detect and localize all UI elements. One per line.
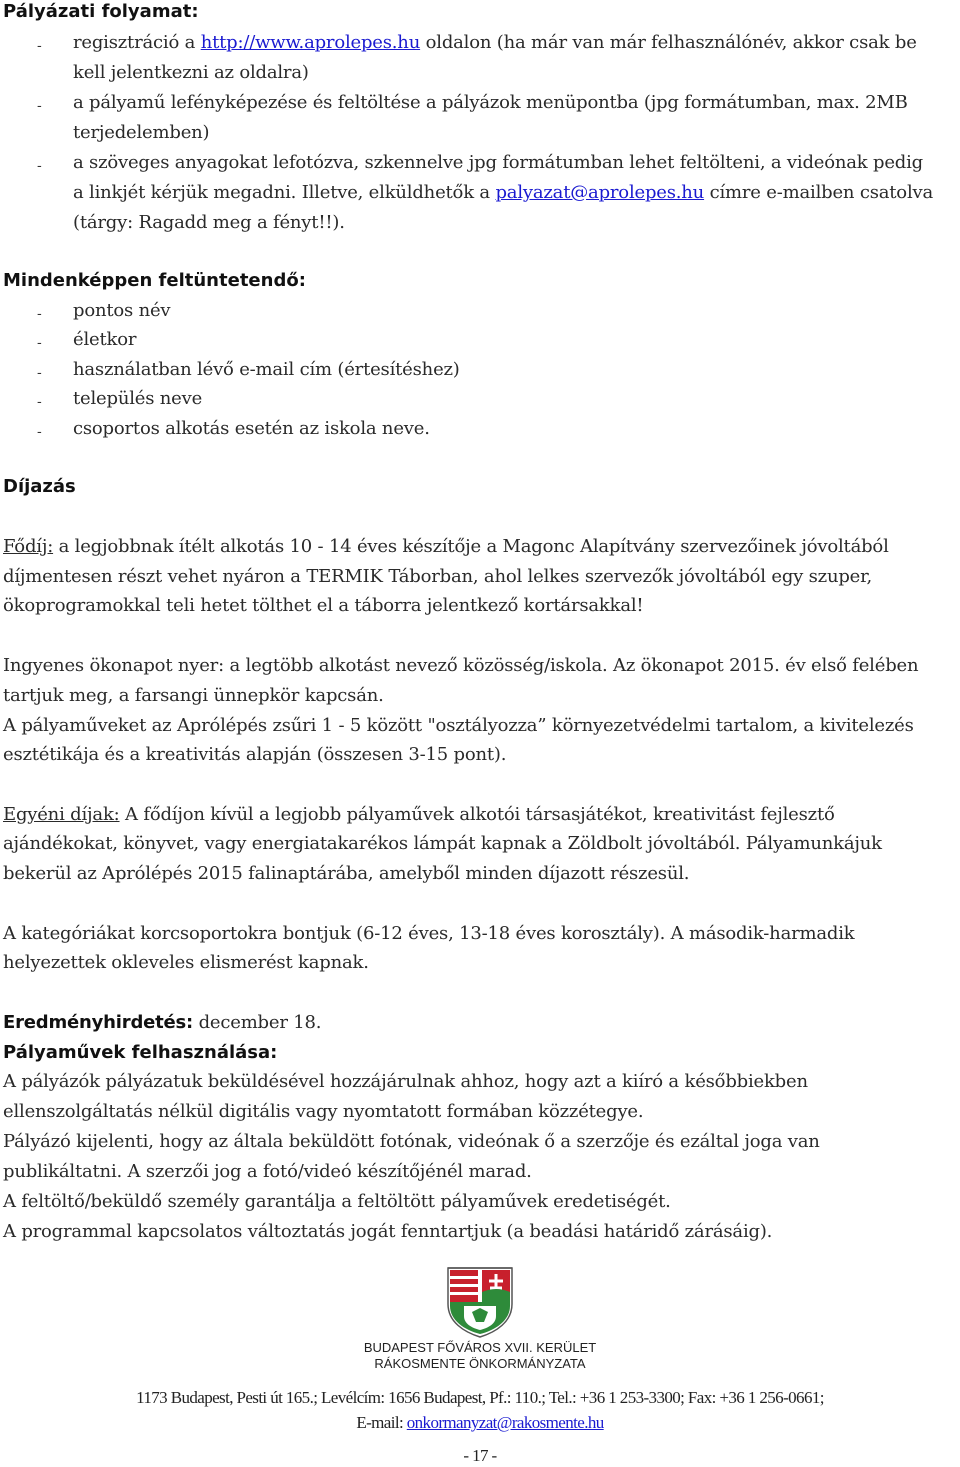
usage-line: publikáltatni. A szerzői jog a fotó/videó készítőjénél marad. — [3, 1161, 532, 1182]
list-dash: - — [37, 38, 42, 54]
results-line — [3, 1008, 321, 1038]
page-number: - 17 - — [463, 1446, 497, 1465]
usage-heading: Pályaművek felhasználása: — [3, 1042, 278, 1063]
usage-line: Pályázó kijelenti, hogy az általa beküldött fotónak, videónak ő a szerzője és ezáltal joga van — [3, 1131, 820, 1152]
usage-line: A feltöltő/beküldő személy garantálja a feltöltött pályaművek eredetiségét. — [3, 1191, 671, 1212]
prizes-heading: Díjazás — [3, 476, 76, 497]
results-date: december 18. — [193, 1012, 322, 1033]
process-step-1: regisztráció a http://www.aprolepes.hu oldalon (ha már van már felhasználónév, akkor csak be — [73, 32, 917, 53]
required-item: csoportos alkotás esetén az iskola neve. — [73, 418, 430, 439]
jury-line2: esztétikája és a kreativitás alapján (összesen 3-15 pont). — [3, 744, 507, 765]
list-dash: - — [37, 158, 42, 174]
list-dash: - — [37, 335, 42, 351]
coat-of-arms-icon — [444, 1262, 516, 1338]
jury-line1: A pályaműveket az Aprólépés zsűri 1 - 5 között "osztályozza” környezetvédelmi tartalom, a kivitelezés — [3, 715, 914, 736]
process-step-3-line3: (tárgy: Ragadd meg a fényt!!). — [73, 212, 345, 233]
process-step-3: a szöveges anyagokat lefotózva, szkennelve jpg formátumban lehet feltölteni, a videónak pedig — [73, 152, 923, 173]
required-heading: Mindenképpen feltüntetendő: — [3, 270, 306, 291]
results-label: Eredményhirdetés: — [3, 1012, 194, 1033]
process-step-3-line2: a linkjét kérjük megadni. Illetve, elküldhetők a palyazat@aprolepes.hu címre e-mailben csatolva — [73, 182, 933, 203]
categories-line2: helyezettek okleveles elismerést kapnak. — [3, 952, 369, 973]
usage-line: A pályázók pályázatuk beküldésével hozzájárulnak ahhoz, hogy azt a kiíró a későbbiekben — [3, 1071, 808, 1092]
main-prize-line3: ökoprogramokkal teli hetet tölthet el a táborra jelentkező kortársakkal! — [3, 595, 644, 616]
required-item: település neve — [73, 388, 203, 409]
footer-email-link[interactable]: onkormanyzat@rakosmente.hu — [406, 1413, 604, 1432]
individual-prize-line2: ajándékokat, könyvet, vagy energiatakarékos lámpát kapnak a Zöldbolt jóvoltából. Pályamunkájuk — [3, 833, 882, 854]
main-prize-label: Fődíj: — [3, 536, 54, 557]
usage-line: ellenszolgáltatás nélkül digitális vagy nyomtatott formában közzétegye. — [3, 1101, 644, 1122]
required-item: pontos név — [73, 300, 171, 321]
process-heading: Pályázati folyamat: — [3, 1, 199, 22]
list-dash: - — [37, 98, 42, 114]
usage-line: A programmal kapcsolatos változtatás jogát fenntartjuk (a beadási határidő zárásáig). — [3, 1221, 773, 1242]
categories-line1: A kategóriákat korcsoportokra bontjuk (6-12 éves, 13-18 éves korosztály). A második-harmadik — [3, 923, 855, 944]
main-prize-line1: Fődíj: a legjobbnak ítélt alkotás 10 - 14 éves készítője a Magonc Alapítvány szervezőinek jóvoltából — [3, 536, 889, 557]
list-dash: - — [37, 306, 42, 322]
individual-prize-line1: Egyéni díjak: A fődíjon kívül a legjobb pályaművek alkotói társasjátékot, kreativitást fejlesztő — [3, 804, 835, 825]
process-step-2-line2: terjedelemben) — [73, 122, 210, 143]
footer-address: 1173 Budapest, Pesti út 165.; Levélcím: 1656 Budapest, Pf.: 110.; Tel.: +36 1 253-3300; Fax: +36 1 256-0661; — [136, 1388, 824, 1407]
footer-org-line2: RÁKOSMENTE ÖNKORMÁNYZATA — [374, 1356, 586, 1371]
palyazat-email-link[interactable]: palyazat@aprolepes.hu — [495, 182, 705, 203]
individual-prize-label: Egyéni díjak: — [3, 804, 120, 825]
main-prize-line2: díjmentesen részt vehet nyáron a TERMIK Táborban, ahol lelkes szervezők jóvoltából egy szuper, — [3, 566, 873, 587]
list-dash: - — [37, 424, 42, 440]
required-item: használatban lévő e-mail cím (értesítéshez) — [73, 359, 460, 380]
list-dash: - — [37, 365, 42, 381]
process-step-1-line2: kell jelentkezni az oldalra) — [73, 62, 309, 83]
footer-email-line: E-mail: onkormanyzat@rakosmente.hu — [356, 1413, 604, 1432]
eco-day-line2: tartjuk meg, a farsangi ünnepkör kapcsán. — [3, 685, 384, 706]
eco-day-line1: Ingyenes ökonapot nyer: a legtöbb alkotást nevező közösség/iskola. Az ökonapot 2015. év első felében — [3, 655, 919, 676]
list-dash: - — [37, 394, 42, 410]
individual-prize-line3: bekerül az Aprólépés 2015 falinaptárába, amelyből minden díjazott részesül. — [3, 863, 690, 884]
process-step-2: a pályamű lefényképezése és feltöltése a pályázok menüpontba (jpg formátumban, max. 2MB — [73, 92, 908, 113]
footer-org-line1: BUDAPEST FŐVÁROS XVII. KERÜLET — [363, 1340, 597, 1355]
aprolepes-link[interactable]: http://www.aprolepes.hu — [200, 32, 421, 53]
required-item: életkor — [73, 329, 137, 350]
